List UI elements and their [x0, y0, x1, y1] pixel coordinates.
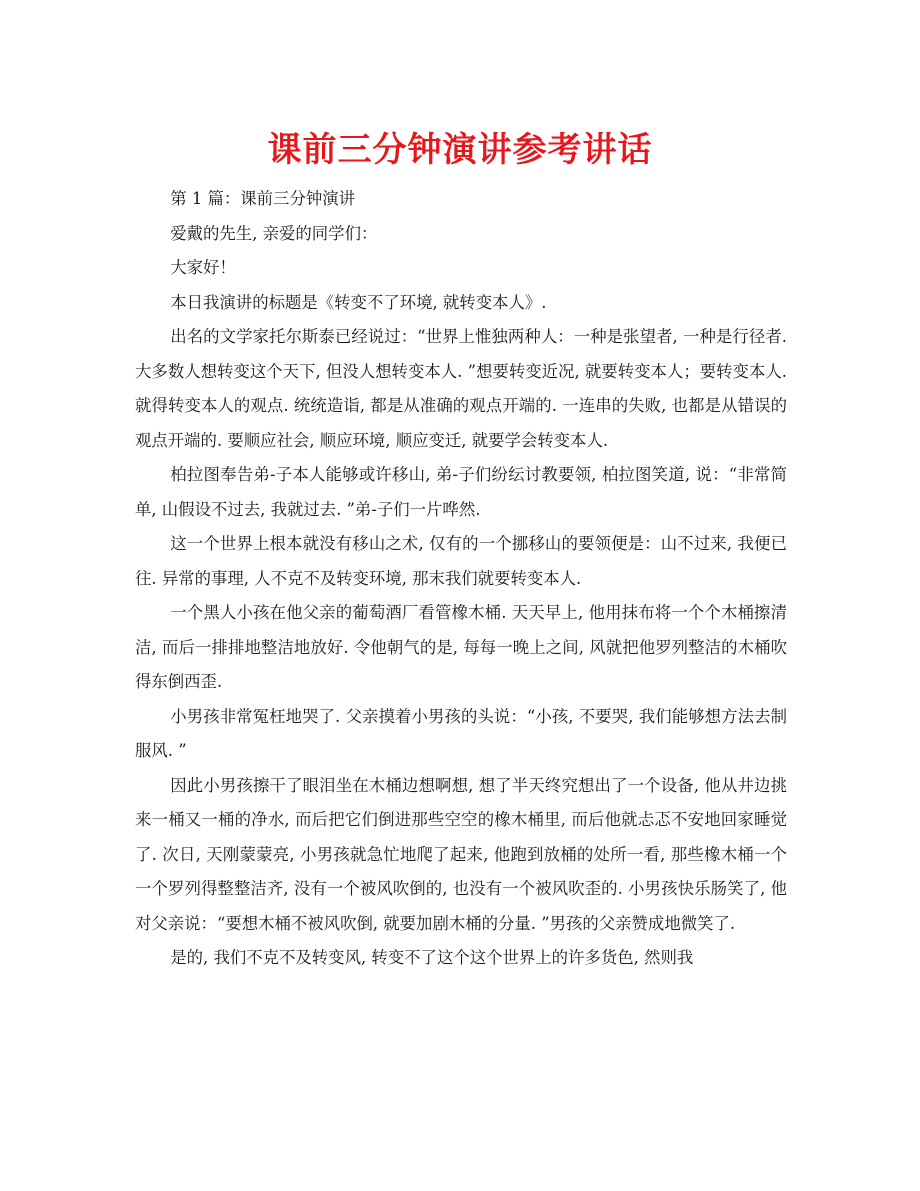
paragraph: 柏拉图奉告弟-子本人能够或许移山, 弟-子们纷纭讨教要领, 柏拉图笑道, 说：“非常简单, 山假设不过去, 我就过去. ”弟-子们一片哗然.: [135, 465, 787, 519]
paragraph: 本日我演讲的标题是《转变不了环境, 就转变本人》.: [170, 292, 547, 312]
paragraph: 爱戴的先生, 亲爱的同学们：: [170, 223, 378, 243]
paragraph: 一个黑人小孩在他父亲的葡萄酒厂看管橡木桶. 天天早上, 他用抹布将一个个木桶擦清洁, 而后一排排地整洁地放好. 令他朝气的是, 每每一晚上之间, 风就把他罗列整洁的木桶吹得东倒西歪.: [135, 603, 787, 691]
paragraph: 是的, 我们不克不及转变风, 转变不了这个这个世界上的许多货色, 然则我: [170, 948, 694, 967]
paragraph: 小男孩非常冤枉地哭了. 父亲摸着小男孩的头说：“小孩, 不要哭, 我们能够想方法去制服风. ”: [135, 706, 787, 760]
paragraph: 因此小男孩擦干了眼泪坐在木桶边想啊想, 想了半天终究想出了一个设备, 他从井边挑来一桶又一桶的净水, 而后把它们倒进那些空空的橡木桶里, 而后他就忐忑不安地回家睡觉了. 次日, 天刚蒙蒙亮, 小男孩就急忙地爬了起来, 他跑到放桶的处所一看, 那些橡木桶一个一个罗列得整整洁齐, 没有一个被风吹倒的, 也没有一个被风吹歪的. 小男孩快乐肠笑了, 他对父亲说：“要想木桶不被风吹倒, 就要加剧木桶的分量. ”男孩的父亲赞成地微笑了.: [135, 775, 787, 933]
paragraph: 出名的文学家托尔斯泰已经说过：“世界上惟独两种人：一种是张望者, 一种是行径者. 大多数人想转变这个天下, 但没人想转变本人. ”想要转变近况, 就要转变本人；要转变本人. 就得转变本人的观点. 统统造诣, 都是从准确的观点开端的. 一连串的失败, 也都是从错误的观点开端的. 要顺应社会, 顺应环境, 顺应变迁, 就要学会转变本人.: [135, 327, 787, 450]
document-title: 课前三分钟演讲参考讲话: [267, 130, 653, 170]
document-body: [135, 182, 787, 976]
paragraph: 大家好！: [170, 258, 236, 277]
paragraph: 这一个世界上根本就没有移山之术, 仅有的一个挪移山的要领便是：山不过来, 我便已往. 异常的事理, 人不克不及转变环境, 那末我们就要转变本人.: [135, 534, 787, 588]
paragraph: 第 1 篇：课前三分钟演讲: [170, 189, 356, 208]
